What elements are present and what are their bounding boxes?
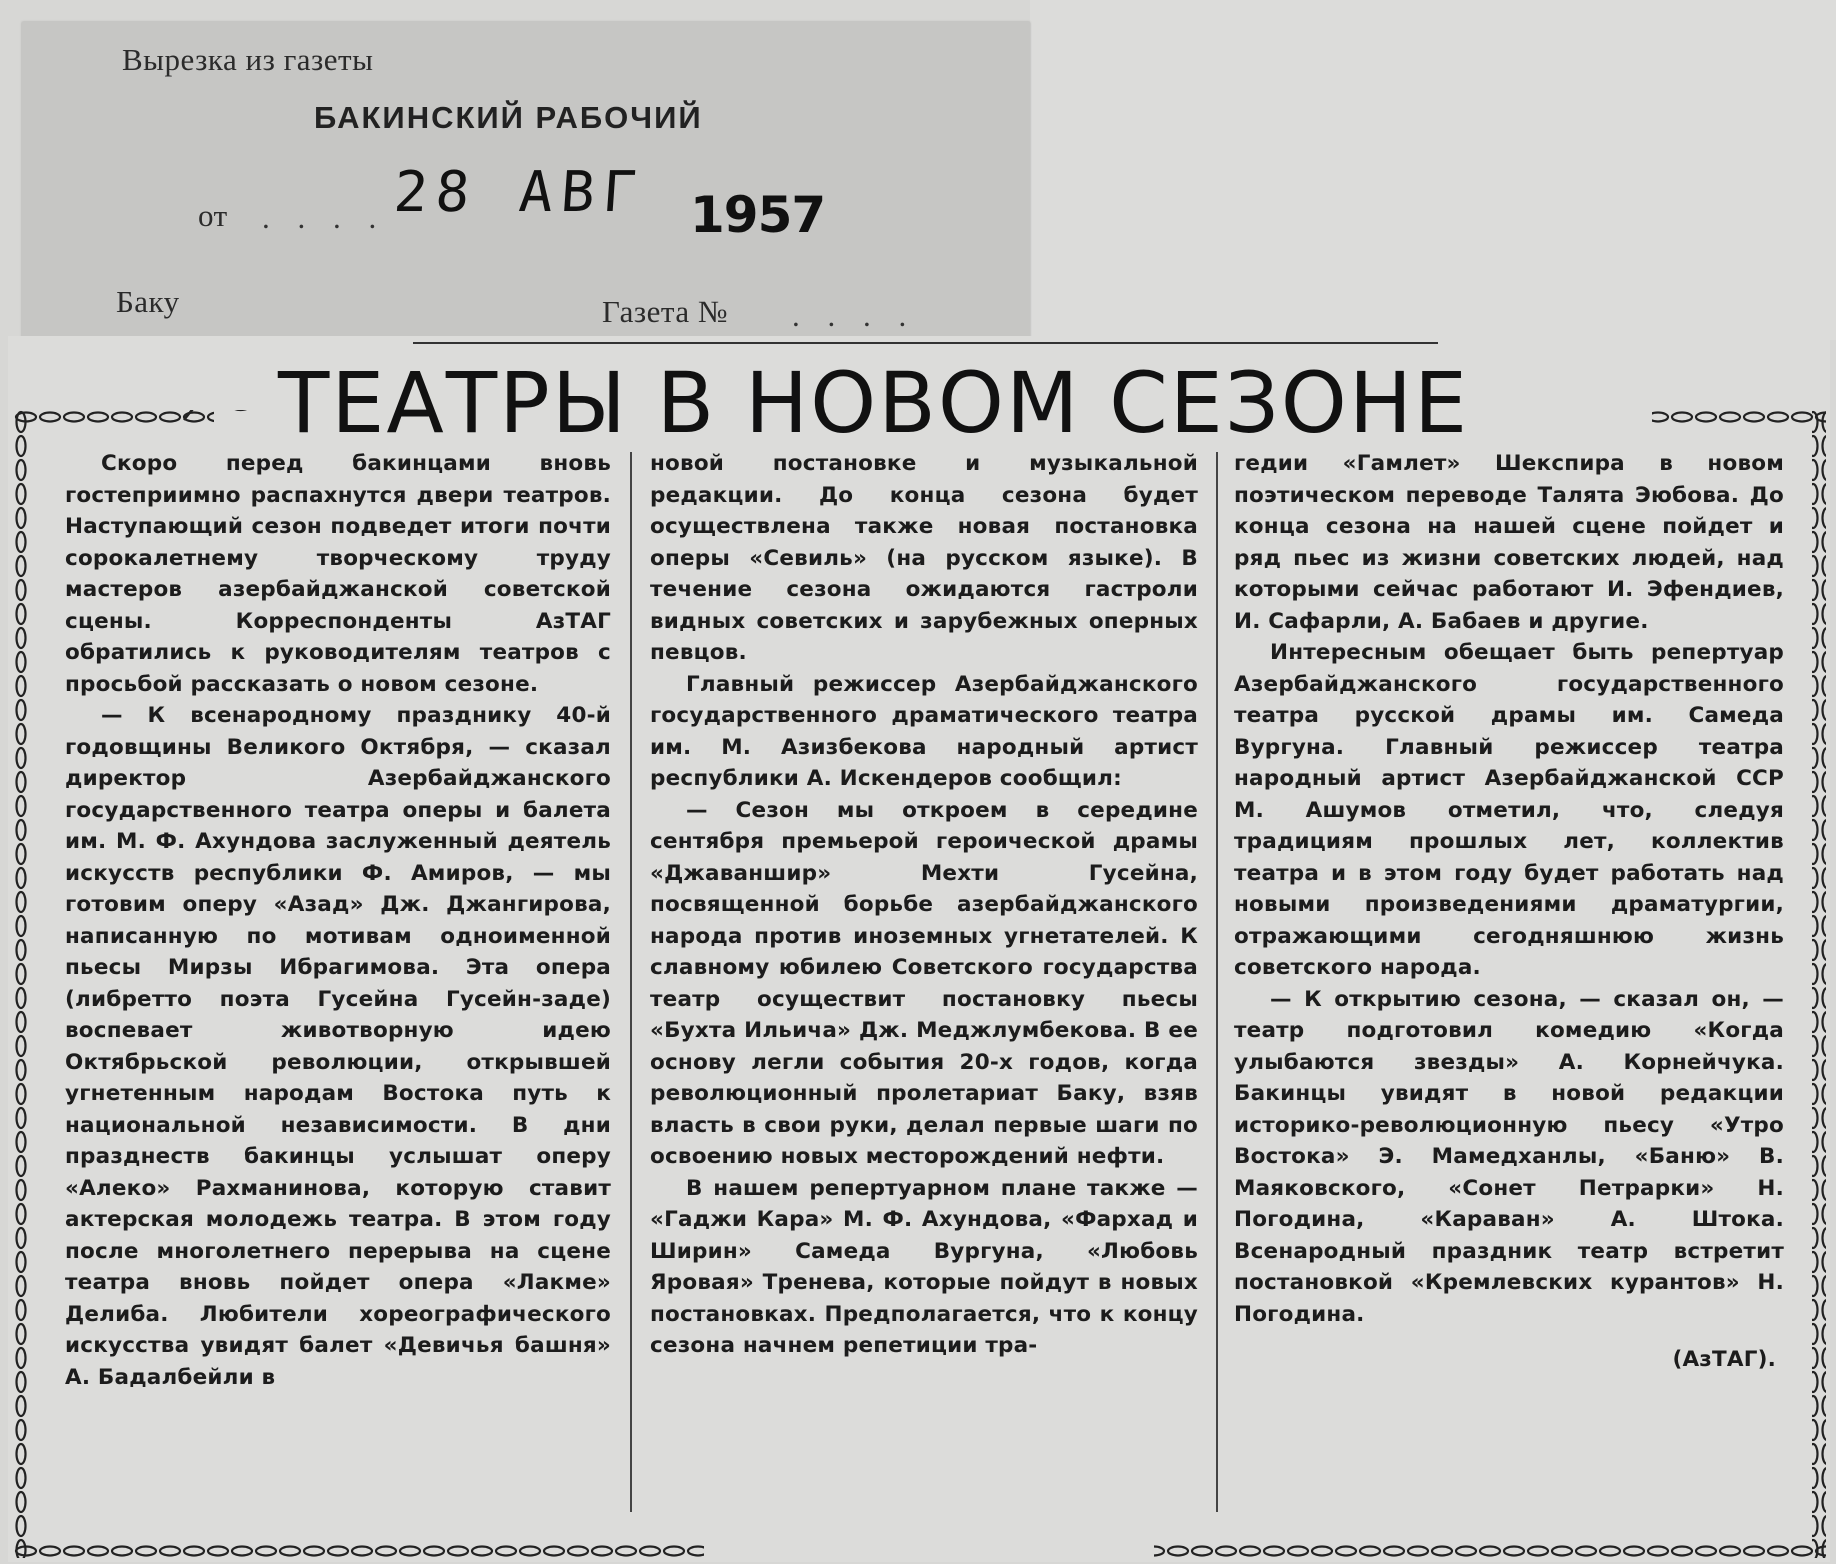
paragraph: — Сезон мы откроем в середине сентября премьерой героической драмы «Джаваншир» Мехти Гусейна, посвященной борьбе азербайджанского народа против иноземных угнетателей. К славному юбилею Советского государства театр осуществит постановку пьесы «Бухта Ильича» Дж. Меджлумбекова. В ее основу легли события 20-х годов, когда революционный пролетариат Баку, взяв власть в свои руки, делал первые шаги по освоению новых месторождений нефти. [650, 797, 1198, 1169]
article-column-3 [1234, 448, 1784, 1518]
top-rule [413, 342, 1438, 344]
article-clipping [8, 336, 1830, 1562]
paragraph: гедии «Гамлет» Шекспира в новом поэтическом переводе Талята Эюбова. До конца сезона на нашей сцене пойдет и ряд пьес из жизни советских людей, над которыми сейчас работают И. Эфендиев, И. Сафарли, А. Бабаев и другие. [1234, 451, 1784, 634]
newspaper-name: БАКИНСКИЙ РАБОЧИЙ [314, 100, 703, 135]
issue-label: Газета № [602, 294, 728, 329]
background-paper [1030, 0, 1836, 340]
paragraph: Главный режиссер Азербайджанского государственного драматического театра им. М. Азизбекова народный артист республики А. Искендеров сообщил: [650, 671, 1198, 791]
date-stamp-year: 1957 [690, 186, 826, 244]
paragraph: Интересным обещает быть репертуар Азербайджанского государственного театра русской драмы им. Самеда Вургуна. Главный режиссер театра народный артист Азербайджанской ССР М. Ашумов отметил, что, следуя традициям прошлых лет, коллектив театра и в этом году будет работать над новыми произведениями драматургии, отражающими сегодняшнюю жизнь советского народа. [1234, 640, 1784, 980]
from-dots: . . . . [262, 200, 387, 235]
paragraph: В нашем репертуарном плане также — «Гаджи Кара» М. Ф. Ахундова, «Фархад и Ширин» Самеда Вургуна, «Любовь Яровая» Тренева, которые пойдут в новых постановках. Предполагается, что к концу сезона начнем репетиции тра- [650, 1175, 1198, 1358]
from-label: от [198, 198, 228, 233]
source-label: Вырезка из газеты [122, 42, 374, 77]
paragraph: новой постановке и музыкальной редакции. До конца сезона будет осуществлена также новая постановка оперы «Севиль» (на русском языке). В течение сезона ожидаются гастроли видных советских и зарубежных оперных певцов. [650, 451, 1198, 665]
clipping-slip [22, 22, 1030, 340]
column-divider-1 [630, 452, 632, 1512]
headline: ТЕАТРЫ В НОВОМ СЕЗОНЕ [278, 354, 1470, 452]
signature: (АзТАГ). [1672, 1347, 1776, 1372]
article-column-1 [65, 448, 611, 1518]
city-label: Баку [116, 284, 180, 319]
date-stamp: 28 АВГ [391, 160, 647, 225]
paragraph: — К открытию сезона, — сказал он, — театр подготовил комедию «Когда улыбаются звезды» А. Корнейчука. Бакинцы увидят в новой редакции историко-революционную пьесу «Утро Востока» Э. Мамедханлы, «Баню» В. Маяковского, «Сонет Петрарки» Н. Погодина, «Караван» А. Штока. Всенародный праздник театр встретит постановкой «Кремлевских курантов» Н. Погодина. [1234, 986, 1784, 1327]
article-column-2 [650, 448, 1198, 1518]
column-divider-2 [1216, 452, 1218, 1512]
paragraph: — К всенародному празднику 40-й годовщины Великого Октября, — сказал директор Азербайджанского государственного театра оперы и балета им. М. Ф. Ахундова заслуженный деятель искусств республики Ф. Амиров, — мы готовим оперу «Азад» Дж. Джангирова, написанную по мотивам одноименной пьесы Мирзы Ибрагимова. Эта опера (либретто поэта Гусейна Гусейн-заде) воспевает животворную идею Октябрьской революции, открывшей угнетенным народам Востока путь к национальной независимости. В дни празднеств бакинцы услышат оперу «Алеко» Рахманинова, которую ставит актерская молодежь театра. В этом году после многолетнего перерыва на сцене театра вновь пойдет опера «Лакме» Делиба. Любители хореографического искусства увидят балет «Девичья башня» А. Бадалбейли в [65, 703, 611, 1390]
issue-dots: . . . . [792, 298, 917, 333]
paragraph: Скоро перед бакинцами вновь гостеприимно распахнутся двери театров. Наступающий сезон подведет итоги почти сорокалетнему творческому труду мастеров азербайджанской советской сцены. Корреспонденты АзТАГ обратились к руководителям театров с просьбой рассказать о новом сезоне. [65, 451, 611, 697]
